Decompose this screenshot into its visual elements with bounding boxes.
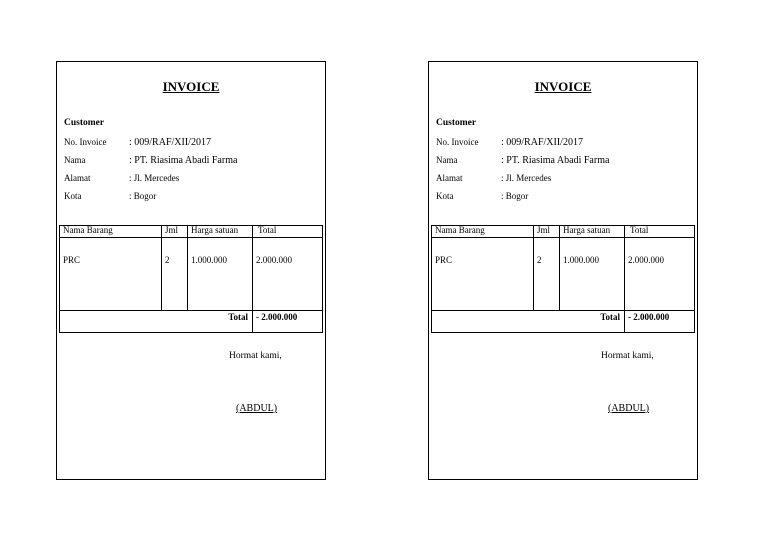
- field-alamat: [64, 173, 179, 183]
- header-total: Total: [630, 225, 649, 235]
- column-divider: [624, 226, 625, 333]
- field-label: Alamat: [64, 173, 91, 183]
- total-divider: [60, 310, 322, 311]
- closing-text: Hormat kami,: [229, 351, 282, 361]
- row-nama-barang: PRC: [63, 255, 81, 265]
- header-harga-satuan: Harga satuan: [191, 225, 239, 235]
- field-nama: [64, 155, 237, 166]
- field-kota: [436, 191, 528, 201]
- field-label: Kota: [436, 191, 454, 201]
- field-label: No. Invoice: [64, 137, 107, 147]
- field-value: : 009/RAF/XII/2017: [501, 137, 583, 148]
- column-divider: [559, 226, 560, 311]
- field-value: : Bogor: [129, 191, 157, 201]
- grand-total-label: Total: [228, 312, 248, 322]
- customer-heading: Customer: [436, 118, 477, 128]
- field-alamat: [436, 173, 551, 183]
- invoice-left: [56, 61, 326, 480]
- grand-total-label: Total: [600, 312, 620, 322]
- column-divider: [533, 226, 534, 311]
- header-divider: [60, 237, 322, 238]
- header-divider: [432, 237, 694, 238]
- row-jml: 2: [537, 255, 542, 265]
- invoice-title: INVOICE: [162, 79, 220, 94]
- signatory-name: (ABDUL): [608, 403, 650, 414]
- header-harga-satuan: Harga satuan: [563, 225, 611, 235]
- customer-heading: Customer: [64, 118, 105, 128]
- field-no-invoice: [436, 137, 583, 148]
- field-value: : 009/RAF/XII/2017: [129, 137, 211, 148]
- field-value: : Bogor: [501, 191, 529, 201]
- row-nama-barang: PRC: [435, 255, 453, 265]
- field-label: Alamat: [436, 173, 463, 183]
- header-total: Total: [258, 225, 277, 235]
- field-value: : PT. Riasima Abadi Farma: [501, 155, 610, 166]
- column-divider: [161, 226, 162, 311]
- header-nama-barang: Nama Barang: [435, 225, 485, 235]
- field-label: Nama: [436, 155, 458, 165]
- field-label: Kota: [64, 191, 82, 201]
- total-divider: [432, 310, 694, 311]
- row-total: 2.000.000: [256, 255, 292, 265]
- signatory-name: (ABDUL): [236, 403, 278, 414]
- grand-total-value: - 2.000.000: [628, 312, 670, 322]
- row-total: 2.000.000: [628, 255, 664, 265]
- field-label: No. Invoice: [436, 137, 479, 147]
- grand-total-value: - 2.000.000: [256, 312, 298, 322]
- field-label: Nama: [64, 155, 86, 165]
- field-no-invoice: [64, 137, 211, 148]
- field-nama: [436, 155, 609, 166]
- row-harga-satuan: 1.000.000: [563, 255, 599, 265]
- field-value: : Jl. Mercedes: [129, 173, 180, 183]
- column-divider: [252, 226, 253, 333]
- header-nama-barang: Nama Barang: [63, 225, 113, 235]
- invoice-title: INVOICE: [534, 79, 592, 94]
- column-divider: [187, 226, 188, 311]
- header-jml: Jml: [165, 225, 179, 235]
- row-jml: 2: [165, 255, 170, 265]
- items-table: [59, 225, 323, 333]
- items-table: [431, 225, 695, 333]
- field-value: : PT. Riasima Abadi Farma: [129, 155, 238, 166]
- header-jml: Jml: [537, 225, 551, 235]
- invoice-right: [428, 61, 698, 480]
- field-value: : Jl. Mercedes: [501, 173, 552, 183]
- closing-text: Hormat kami,: [601, 351, 654, 361]
- row-harga-satuan: 1.000.000: [191, 255, 227, 265]
- field-kota: [64, 191, 156, 201]
